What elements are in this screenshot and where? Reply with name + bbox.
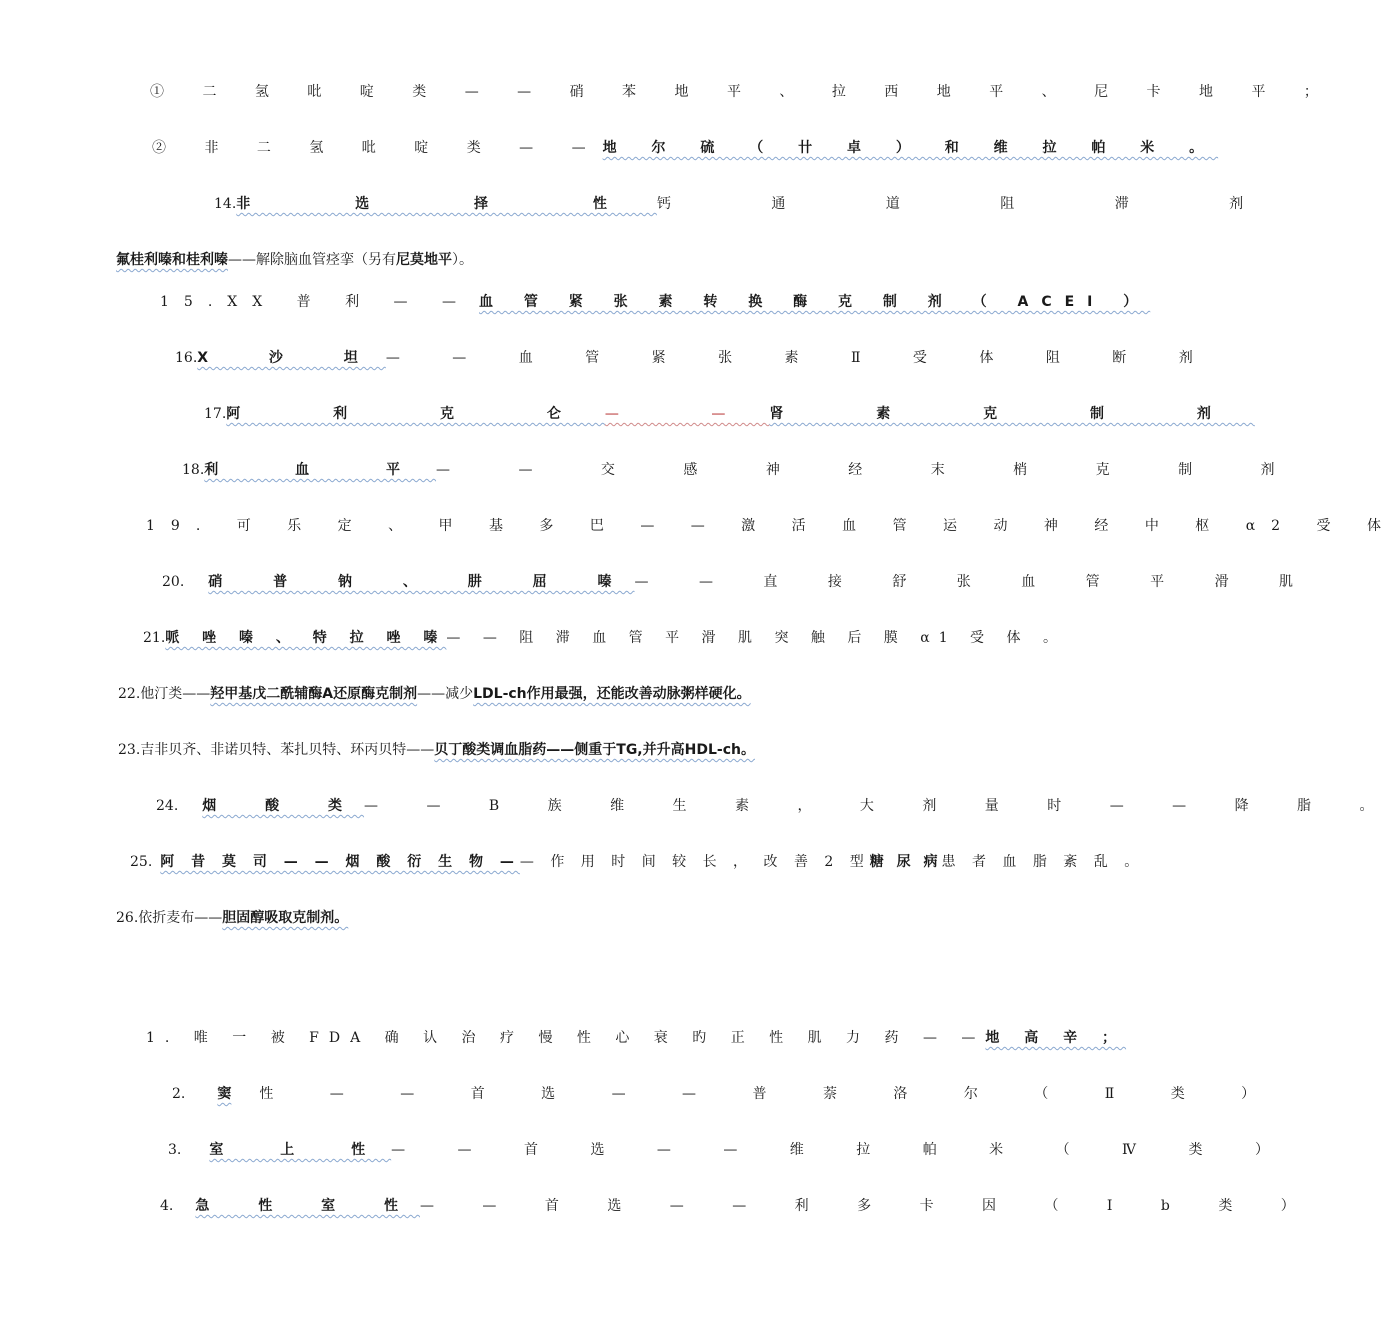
text-flunarizine: 氟桂利嗪和桂利嗪 [116, 252, 228, 268]
line-23 [118, 738, 755, 762]
text-renin-inhibitor: 肾 素 克 制 剂 [769, 406, 1255, 422]
text-fibrates: 23.吉非贝齐、非诺贝特、苯扎贝特、环丙贝特—— [118, 742, 435, 758]
text-arb: — — 血 管 紧 张 素 Ⅱ 受 体 阻 断 剂 [385, 350, 1217, 366]
text-nimodipine: 尼莫地平 [396, 252, 452, 268]
text-verapamil: — — 首 选 — — 维 拉 帕 米 （ Ⅳ 类 ） [391, 1142, 1293, 1158]
line-22 [118, 682, 751, 706]
text-non-dihydropyridines: ② 非 二 氢 吡 啶 类 — — [152, 140, 603, 156]
line-item-1 [146, 1026, 1127, 1050]
text-fda-only: 1. 唯 一 被 FDA 确 认 治 疗 慢 性 心 衰 旳 正 性 肌 力 药 — — [146, 1030, 986, 1046]
item-number-24: 24. [156, 798, 179, 814]
item-number-14: 14. [214, 196, 237, 212]
text-dash-red: — — [604, 406, 770, 422]
line-21 [143, 626, 1066, 650]
text-relieve-spasm: ——解除脑血管痉挛（另有 [228, 252, 396, 268]
text-digoxin: 地 高 辛 ； [985, 1030, 1127, 1046]
item-number-2: 2. [172, 1086, 186, 1102]
line-14-cont [116, 248, 473, 272]
text-calcium-channel-blocker: 钙 通 道 阻 滞 剂 [656, 196, 1292, 212]
text-sympathetic: — — 交 感 神 经 末 梢 克 制 剂 [436, 462, 1307, 478]
text-clonidine: 19. 可 乐 定 、 甲 基 多 巴 — — 激 活 血 管 运 动 神 经 中 枢 α2 受 体 [146, 518, 1397, 534]
text-niacin: 烟 酸 类 [202, 798, 365, 814]
line-19 [146, 514, 1397, 538]
text-lipid-disorder: 患 者 血 脂 紊 乱 。 [941, 854, 1145, 870]
section-heading [244, 968, 866, 992]
text-long-acting: — 作 用 时 间 较 长 ， 改 善 2 型 [519, 854, 870, 870]
line-26 [116, 906, 348, 930]
text-fibrate-desc: 贝丁酸类调血脂药——侧重于TG,并升高HDL-ch。 [434, 742, 755, 758]
text-propranolol: 性 — — 首 选 — — 普 萘 洛 尔 （ Ⅱ 类 ） [259, 1086, 1282, 1102]
text-sartan: X 沙 坦 [197, 350, 386, 366]
item-number-17: 17. [204, 406, 227, 422]
text-ldl: LDL-ch作用最强，还能改善动脉粥样硬化。 [473, 686, 751, 702]
line-item-3 [168, 1138, 1293, 1162]
text-vitamin-b: — — B 族 维 生 素 ， 大 剂 量 时 — — 降 脂 。 [364, 798, 1396, 814]
item-number-21: 21. [143, 630, 166, 646]
line-item-2 [172, 1082, 1282, 1106]
item-number-18: 18. [182, 462, 205, 478]
text-cholesterol-absorption: 胆固醇吸取克制剂。 [222, 910, 349, 926]
text-hmg-coa: 羟甲基戊二酰辅酶A还原酶克制剂 [210, 686, 418, 702]
text-ezetimibe: 26.依折麦布—— [116, 910, 223, 926]
text-dihydropyridines: ① 二 氢 吡 啶 类 — — 硝 苯 地 平 、 拉 西 地 平 、 尼 卡 地 平 ； [150, 84, 1335, 100]
line-15 [160, 290, 1151, 314]
text-acei: 血 管 紧 张 素 转 换 酶 克 制 剂 （ ACEI ） [479, 294, 1151, 310]
line-item-4 [160, 1194, 1317, 1218]
line-2 [152, 136, 1219, 160]
text-pril: 15.XX 普 利 — — [160, 294, 471, 310]
item-number-4: 4. [160, 1198, 174, 1214]
text-reserpine: 利 血 平 [204, 462, 437, 478]
text-lidocaine: — — 首 选 — — 利 多 卡 因 （ Ⅰ b 类 ） [419, 1198, 1317, 1214]
text-diltiazem-verapamil: 地 尔 硫 （ 卄 卓 ） 和 维 拉 帕 米 。 [602, 140, 1219, 156]
text-close-paren: ）。 [452, 252, 473, 268]
line-17 [204, 402, 1255, 426]
text-vasodilate: — — 直 接 舒 张 血 管 平 滑 肌 [634, 574, 1317, 590]
item-number-20: 20. [162, 574, 185, 590]
text-aliskiren: 阿 利 克 仑 [226, 406, 605, 422]
line-18 [182, 458, 1307, 482]
line-20 [162, 570, 1317, 594]
text-prazosin: 哌 唑 嗪 、 特 拉 唑 嗪 [165, 630, 447, 646]
item-number-16: 16. [175, 350, 198, 366]
text-statins: 22.他汀类—— [118, 686, 211, 702]
text-acipimox: 阿 昔 莫 司 — — 烟 酸 衍 生 物 — [160, 854, 520, 870]
line-1 [150, 80, 1335, 104]
line-16 [175, 346, 1217, 370]
text-nonselective: 非 选 择 性 [236, 196, 657, 212]
text-reduce: ——减少 [417, 686, 474, 702]
text-nitroprusside: 硝 普 钠 、 肼 屈 嗪 [208, 574, 635, 590]
text-diabetes: 糖 尿 病 [869, 854, 942, 870]
line-24 [156, 794, 1396, 818]
line-25 [130, 850, 1145, 874]
item-number-3: 3. [168, 1142, 182, 1158]
text-supraventricular: 室 上 性 [209, 1142, 392, 1158]
line-14 [214, 192, 1292, 216]
text-acute-ventricular: 急 性 室 性 [195, 1198, 420, 1214]
item-number-25: 25. [130, 854, 153, 870]
text-alpha1: — — 阻 滞 血 管 平 滑 肌 突 触 后 膜 α1 受 体 。 [446, 630, 1066, 646]
text-sinus: 窦 [217, 1086, 232, 1102]
